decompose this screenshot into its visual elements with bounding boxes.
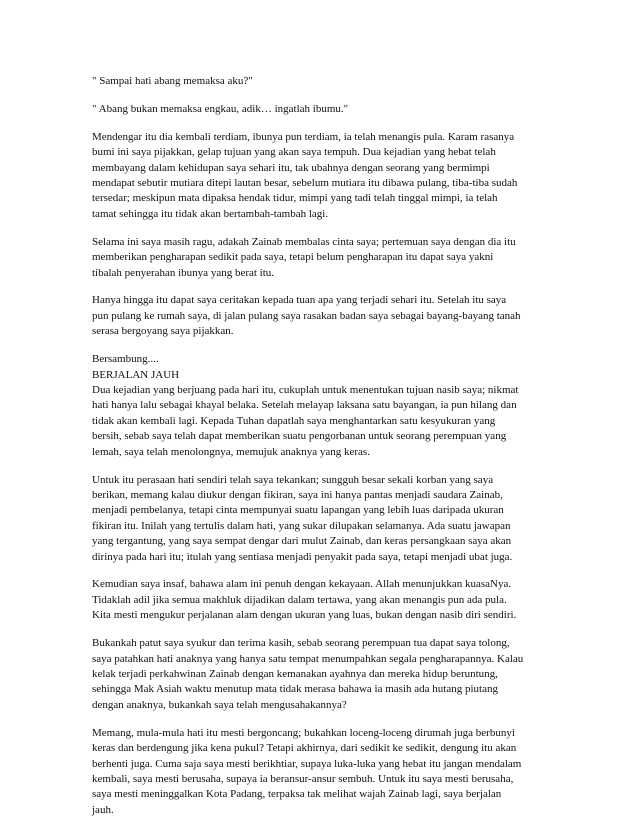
text-line: sehingga Mak Asiah waktu menutup mata tidak merasa bahawa ia masih ada hutang piutang	[92, 683, 498, 696]
text-line: menjadi pembelanya, tetapi cinta mempunyai suatu lapangan yang lebih luas daripada ukuran	[92, 504, 504, 517]
text-line: saya mesti meninggalkan Kota Padang, terpaksa tak melihat wajah Zainab lagi, saya berjalan	[92, 788, 502, 801]
text-line: Kemudian saya insaf, bahawa alam ini penuh dengan kekayaan. Allah menunjukkan kuasaNya.	[92, 578, 512, 591]
text-line: fikiran itu. Inilah yang tertulis dalam hati, yang sukar dilupakan selamanya. Ada suatu jawapan	[92, 519, 511, 532]
text-line: saya patahkan hati anaknya yang hanya satu tempat menumpahkan segala pengharapannya. Kalau	[92, 652, 524, 665]
text-line: Selama ini saya masih ragu, adakah Zainab membalas cinta saya; pertemuan saya dengan dia itu	[92, 235, 516, 248]
text-line: serasa bergoyang saya pijakkan.	[92, 325, 234, 338]
paragraph-4	[92, 235, 548, 281]
text-line: berikan, memang kalau diukur dengan fikiran, saya ini hanya pantas menjadi saudara Zainab,	[92, 488, 503, 501]
text-line: tidak akan kembali lagi. Kepada Tuhan dapatlah saya menghantarkan satu kesyukuran yang	[92, 414, 496, 427]
text-line: Mendengar itu dia kembali terdiam, ibunya pun terdiam, ia telah menangis pula. Karam rasanya	[92, 130, 515, 143]
paragraph-3	[92, 130, 548, 222]
text-line: memberikan pengharapan sedikit pada saya, tetapi belum pengharapan itu dapat saya yakni	[92, 251, 494, 264]
text-line: jauh.	[92, 803, 114, 816]
text-line: kelak terjadi perkahwinan Zainab dengan kemanakan ayahnya dan mereka hidup beruntung,	[92, 668, 498, 680]
text-line: lemah, saya telah menolongnya, memujuk anaknya yang keras.	[92, 445, 370, 458]
paragraph-6	[92, 352, 548, 460]
text-line: keras dan berdengung jika kena pukul? Tetapi akhirnya, dari sedikit ke sedikit, dengung itu akan	[92, 742, 517, 755]
text-line: Untuk itu perasaan hati sendiri telah saya tekankan; sungguh besar sekali korban yang saya	[92, 473, 494, 486]
text-line: " Sampai hati abang memaksa aku?"	[92, 75, 253, 87]
text-line: kembali, saya mesti berusaha, supaya ia beransur-ansur sembuh. Untuk itu saya mesti berusaha,	[92, 772, 514, 785]
section-heading: BERJALAN JAUH	[92, 368, 180, 381]
text-line: Memang, mula-mula hati itu mesti bergoncang; bukahkan loceng-loceng dirumah juga berbunyi	[92, 726, 515, 739]
text-line: tibalah penyerahan ibunya yang berat itu.	[92, 266, 275, 279]
text-line: membayang dalam kehidupan saya sehari itu, tak ubahnya dengan seorang yang bermimpi	[92, 161, 490, 174]
paragraph-2	[92, 102, 548, 117]
text-line: Dua kejadian yang berjuang pada hari itu, cukuplah untuk menentukan tujuan nasib saya; nikmat	[92, 384, 519, 396]
text-line: mendapat sebutir mutiara ditepi lautan besar, sebelum mutiara itu dibawa pulang, tiba-tiba sudah	[92, 177, 518, 190]
text-line: dirinya pada hari itu; itulah yang sentiasa menjadi penyakit pada saya, tetapi menjadi ubat juga.	[92, 550, 513, 563]
text-line: Kita mesti mengukur perjalanan alam dengan ukuran yang luas, bukan dengan nasib diri sendiri.	[92, 609, 517, 622]
text-line: hati hanya lalu sebagai khayal belaka. Setelah melayap laksana satu bayangan, ia pun hilang dan	[92, 399, 517, 412]
text-line: Tidaklah adil jika semua makhluk dijadikan dalam tertawa, yang akan menangis pun ada pula.	[92, 593, 507, 606]
text-line: dengan anaknya, bukankah saya telah mengusahakannya?	[92, 698, 347, 711]
paragraph-10	[92, 726, 548, 818]
paragraph-1	[92, 74, 548, 89]
text-line: bersih, sebab saya telah dapat memberikan suatu pengorbanan untuk seorang perempuan yang	[92, 430, 507, 443]
text-line: yang tergantung, yang saya sempat dengar dari mulut Zainab, dan keras persangkaan saya akan	[92, 535, 512, 548]
paragraph-8	[92, 577, 548, 623]
text-line: tersedar; meskipun mata dipaksa hendak tidur, mimpi yang tadi telah tinggal mimpi, ia telah	[92, 192, 498, 205]
paragraph-7	[92, 473, 548, 565]
text-line: pun pulang ke rumah saya, di jalan pulang saya rasakan badan saya sebagai bayang-bayang tanah	[92, 309, 521, 322]
text-line: Hanya hingga itu dapat saya ceritakan kepada tuan apa yang terjadi sehari itu. Setelah itu saya	[92, 294, 507, 307]
text-line: " Abang bukan memaksa engkau, adik… ingatlah ibumu."	[92, 102, 349, 115]
text-line: Bukankah patut saya syukur dan terima kasih, sebab seorang perempuan tua dapat saya tolong,	[92, 637, 510, 650]
paragraph-9	[92, 636, 548, 713]
text-line: Bersambung....	[92, 353, 159, 366]
text-line: bumi ini saya pijakkan, gelap tujuan yang akan saya tempuh. Dua kejadian yang hebat telah	[92, 146, 496, 159]
document-page	[92, 74, 548, 831]
paragraph-5	[92, 293, 548, 339]
text-line: berhenti juga. Cuma saja saya mesti berikhtiar, supaya luka-luka yang hebat itu jangan mendalam	[92, 757, 522, 770]
text-line: tamat sehingga itu tidak akan bertambah-tambah lagi.	[92, 207, 329, 220]
